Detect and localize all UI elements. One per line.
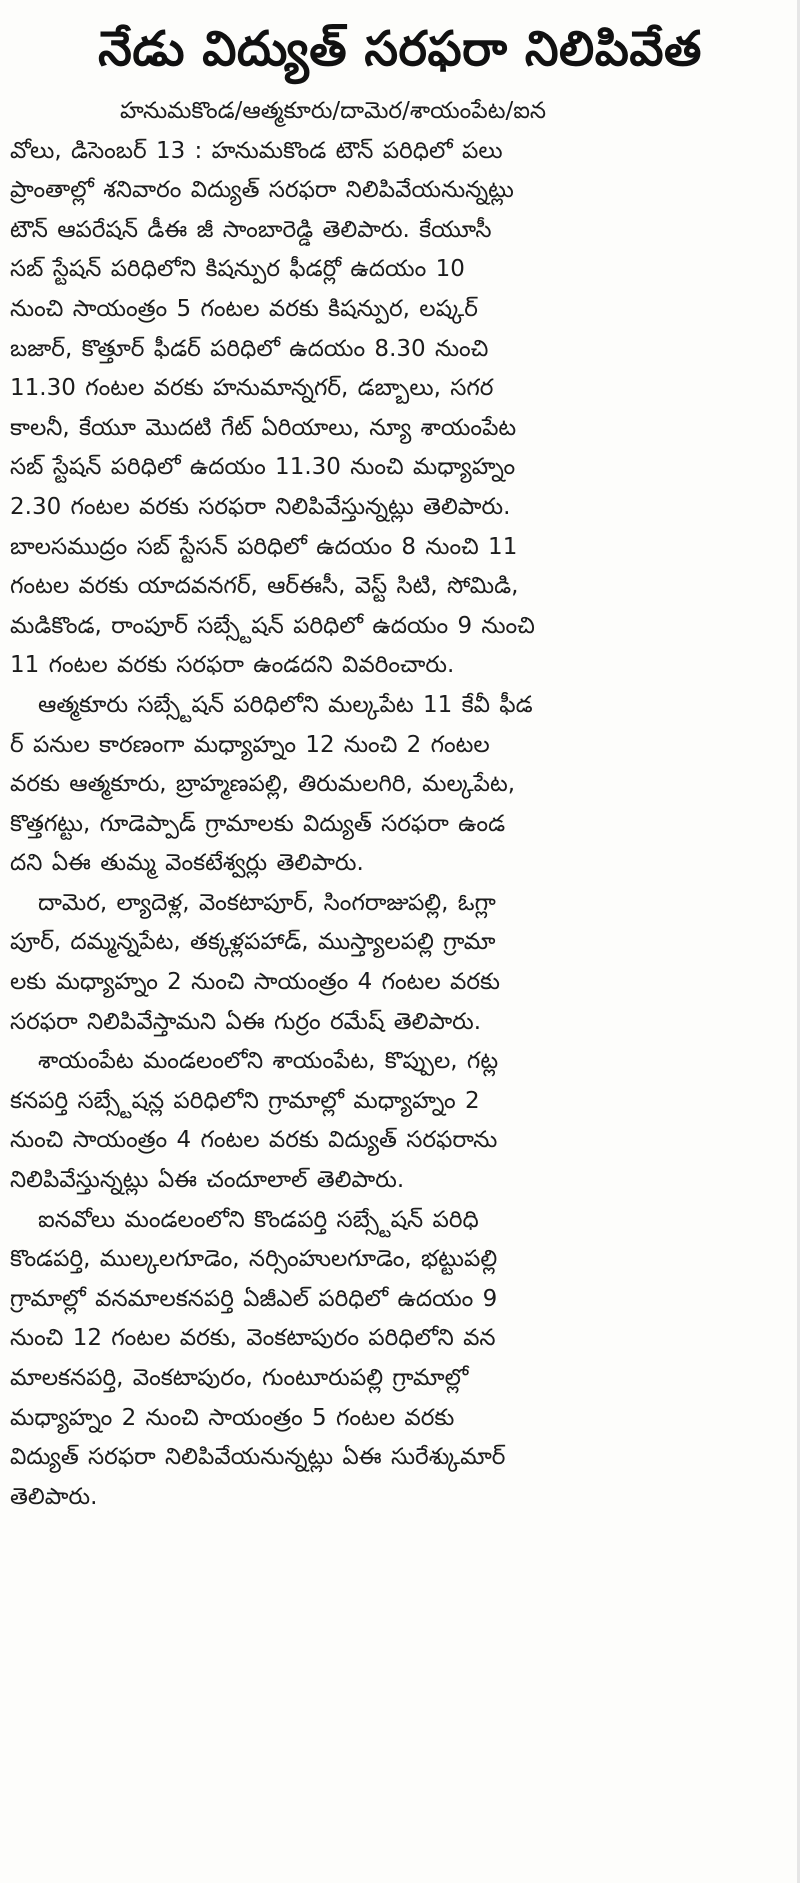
article-line: కొండపర్తి, ముల్కలగూడెం, నర్సింహులగూడెం, భట్టుపల్లి: [10, 1246, 498, 1273]
article-line: గ్రామాల్లో వనమాలకనపర్తి ఏజీఎల్ పరిధిలో ఉదయం 9: [10, 1285, 498, 1312]
article-line: పూర్, దమ్మన్నపేట, తక్కళ్లపహాడ్, ముస్త్యాలపల్లి గ్రామా: [10, 929, 496, 956]
article-line: దని ఏఈ తుమ్మ వెంకటేశ్వర్లు తెలిపారు.: [10, 850, 364, 877]
article-line: నిలిపివేస్తున్నట్లు ఏఈ చందూలాల్ తెలిపారు.: [10, 1167, 405, 1194]
article-line: హనుమకొండ/ఆత్మకూరు/దామెర/శాయంపేట/ఐన: [120, 98, 547, 124]
article-body: [10, 92, 790, 1517]
article-line: కనపర్తి సబ్స్టేషన్ల పరిధిలోని గ్రామాల్లో మధ్యాహ్నం 2: [10, 1087, 480, 1114]
article-line: ర్ పనుల కారణంగా మధ్యాహ్నం 12 నుంచి 2 గంటల: [10, 731, 490, 758]
article-line: బాలసముద్రం సబ్ స్టేసన్ పరిధిలో ఉదయం 8 నుంచి 11: [10, 533, 518, 560]
article-line: నుంచి సాయంత్రం 5 గంటల వరకు కిషన్పుర, లష్కర్: [10, 295, 478, 322]
article-line: తెలిపారు.: [10, 1483, 98, 1510]
article-line: శాయంపేట మండలంలోని శాయంపేట, కొప్పుల, గట్ల: [38, 1048, 499, 1075]
article-line: గంటల వరకు యాదవనగర్, ఆర్ఈసీ, వెస్ట్ సిటి, సోమిడి,: [10, 573, 519, 600]
article-line: 2.30 గంటల వరకు సరఫరా నిలిపివేస్తున్నట్లు తెలిపారు.: [10, 493, 511, 520]
article-line: కొత్తగట్టు, గూడెప్పాడ్ గ్రామాలకు విద్యుత్ సరఫరా ఉండ: [10, 810, 506, 837]
article-line: కాలనీ, కేయూ మొదటి గేట్ ఏరియాలు, న్యూ శాయంపేట: [10, 414, 517, 441]
article-line: బజార్, కొత్తూర్ ఫీడర్ పరిధిలో ఉదయం 8.30 నుంచి: [10, 335, 489, 362]
article-line: దామెర, ల్యాదెళ్ల, వెంకటాపూర్, సింగరాజుపల్లి, ఓగ్లా: [38, 889, 496, 916]
headline: నేడు విద్యుత్ సరఫరా నిలిపివేత: [98, 21, 702, 77]
article-line: 11 గంటల వరకు సరఫరా ఉండదని వివరించారు.: [10, 652, 455, 679]
article-line: టౌన్ ఆపరేషన్ డీఈ జీ సాంబారెడ్డి తెలిపారు. కేయూసీ: [10, 216, 492, 243]
article-line: ప్రాంతాల్లో శనివారం విద్యుత్ సరఫరా నిలిపివేయనున్నట్లు: [10, 177, 514, 204]
article-line: సరఫరా నిలిపివేస్తామని ఏఈ గుర్రం రమేష్ తెలిపారు.: [10, 1008, 482, 1035]
article-line: నుంచి 12 గంటల వరకు, వెంకటాపురం పరిధిలోని వన: [10, 1325, 496, 1352]
article-line: విద్యుత్ సరఫరా నిలిపివేయనున్నట్లు ఏఈ సురేశ్కుమార్: [10, 1444, 506, 1471]
article-line: సబ్ స్టేషన్ పరిధిలో ఉదయం 11.30 నుంచి మధ్యాహ్నం: [10, 454, 516, 481]
article-line: మడికొండ, రాంపూర్ సబ్స్టేషన్ పరిధిలో ఉదయం 9 నుంచి: [10, 612, 535, 639]
article-line: వరకు ఆత్మకూరు, బ్రాహ్మణపల్లి, తిరుమలగిరి, మల్కపేట,: [10, 771, 516, 798]
article-line: వోలు, డిసెంబర్ 13 : హనుమకొండ టౌన్ పరిధిలో పలు: [10, 137, 503, 164]
article-line: ఆత్మకూరు సబ్స్టేషన్ పరిధిలోని మల్కపేట 11 కేవీ ఫీడ: [38, 691, 533, 718]
article-line: 11.30 గంటల వరకు హనుమాన్నగర్, డబ్బాలు, సగర: [10, 375, 494, 402]
article-line: సబ్ స్టేషన్ పరిధిలోని కిషన్పుర ఫీడర్లో ఉదయం 10: [10, 256, 465, 283]
article-line: ఐనవోలు మండలంలోని కొండపర్తి సబ్స్టేషన్ పరిధి: [38, 1206, 479, 1233]
article-line: నుంచి సాయంత్రం 4 గంటల వరకు విద్యుత్ సరఫరాను: [10, 1127, 498, 1154]
article-line: లకు మధ్యాహ్నం 2 నుంచి సాయంత్రం 4 గంటల వరకు: [10, 969, 500, 996]
article-line: మాలకనపర్తి, వెంకటాపురం, గుంటూరుపల్లి గ్రామాల్లో: [10, 1365, 469, 1391]
article-line: మధ్యాహ్నం 2 నుంచి సాయంత్రం 5 గంటల వరకు: [10, 1404, 455, 1431]
